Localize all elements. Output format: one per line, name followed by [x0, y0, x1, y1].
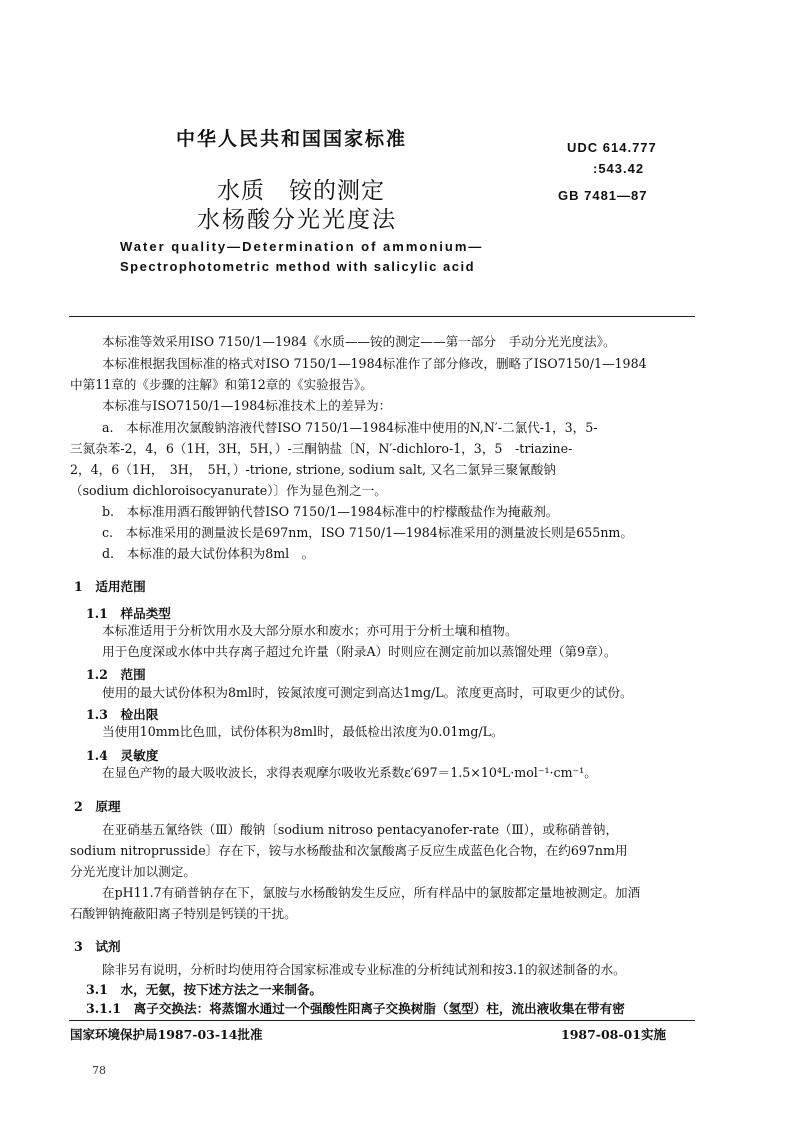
udc-code-line1: UDC 614.777: [567, 140, 657, 155]
difference-item-d: d. 本标准的最大试份体积为8ml 。: [102, 546, 315, 561]
body-paragraph: 本标准适用于分析饮用水及大部分原水和废水；亦可用于分析土壤和植物。: [102, 623, 518, 638]
document-title-line2: 水杨酸分光光度法: [197, 207, 397, 233]
approval-date: 国家环境保护局1987-03-14批准: [70, 1027, 263, 1042]
body-paragraph: 除非另有说明，分析时均使用符合国家标准或专业标准的分析纯试剂和按3.1的叙述制备的水。: [102, 962, 626, 977]
difference-item-a: 2，4，6（1H， 3H， 5H，）-trione, strione, sodium salt, 又名二氯异三聚氰酸钠: [70, 462, 556, 477]
preface-paragraph: 本标准等效采用ISO 7150/1—1984《水质——铵的测定——第一部分 手动分光光度法》。: [102, 334, 616, 349]
effective-date: 1987-08-01实施: [561, 1027, 666, 1042]
gb-standard-number: GB 7481—87: [558, 188, 648, 203]
body-paragraph: 用于色度深或水体中共存离子超过允许量（附录A）时则应在测定前加以蒸馏处理（第9章）。: [102, 644, 617, 659]
preface-paragraph: 中第11章的《步骤的注解》和第12章的《实验报告》。: [70, 377, 373, 392]
preface-paragraph: 本标准根据我国标准的格式对ISO 7150/1—1984标准作了部分修改，删略了ISO7150/1—1984: [102, 356, 647, 371]
section-heading: 3 试剂: [74, 939, 121, 954]
difference-item-a: （sodium dichloroisocyanurate）〕作为显色剂之一。: [70, 483, 387, 498]
preface-paragraph: 本标准与ISO7150/1—1984标准技术上的差异为：: [102, 398, 392, 413]
body-paragraph: 当使用10mm比色皿，试份体积为8ml时，最低检出浓度为0.01mg/L。: [102, 724, 504, 739]
difference-item-b: b. 本标准用酒石酸钾钠代替ISO 7150/1—1984标准中的柠檬酸盐作为掩蔽剂。: [102, 504, 559, 519]
issuing-organization: 中华人民共和国国家标准: [176, 128, 408, 150]
english-title-line2: Spectrophotometric method with salicylic acid: [120, 259, 476, 274]
english-title-line1: Water quality—Determination of ammonium—: [120, 239, 484, 254]
subsection-heading: 1.1 样品类型: [86, 606, 171, 621]
body-paragraph: 石酸钾钠掩蔽阳离子特别是钙镁的干扰。: [70, 906, 297, 921]
subsection-line: 3.1 水，无氨，按下述方法之一来制备。: [86, 982, 323, 997]
body-paragraph: 分光光度计加以测定。: [70, 864, 196, 879]
body-paragraph: sodium nitroprusside〕存在下，铵与水杨酸盐和次氯酸离子反应生成蓝色化合物，在约697nm用: [70, 843, 628, 858]
subsection-heading: 1.3 检出限: [86, 707, 159, 722]
difference-item-c: c. 本标准采用的测量波长是697nm，ISO 7150/1—1984标准采用的测量波长则是655nm。: [102, 525, 633, 540]
udc-code-line2: :543.42: [593, 161, 645, 176]
document-title-line1: 水质 铵的测定: [217, 178, 385, 204]
section-heading: 1 适用范围: [74, 579, 146, 594]
subsection-line: 3.1.1 离子交换法：将蒸馏水通过一个强酸性阳离子交换树脂（氢型）柱，流出液收集在带有密: [86, 1001, 625, 1016]
header-divider: [69, 316, 695, 317]
subsection-heading: 1.4 灵敏度: [86, 748, 159, 763]
body-paragraph: 在亚硝基五氰络铁（Ⅲ）酸钠〔sodium nitroso pentacyanofer-rate（Ⅲ），或称硝普钠，: [102, 822, 619, 837]
body-paragraph: 在显色产物的最大吸收波长，求得表观摩尔吸收光系数ε′697＝1.5×10⁴L·mol⁻¹·cm⁻¹。: [102, 765, 597, 780]
difference-item-a: 三氮杂苯-2，4，6（1H，3H，5H，）-三酮钠盐〔N，N′-dichloro-1，3，5 -triazine-: [70, 441, 573, 456]
difference-item-a: a. 本标准用次氯酸钠溶液代替ISO 7150/1—1984标准中使用的N,N′-二氯代-1，3，5-: [102, 420, 598, 435]
subsection-heading: 1.2 范围: [86, 667, 146, 682]
page-number: 78: [92, 1064, 106, 1077]
body-paragraph: 使用的最大试份体积为8ml时，铵氮浓度可测定到高达1mg/L。浓度更高时，可取更少的试份。: [102, 685, 633, 700]
body-paragraph: 在pH11.7有硝普钠存在下，氯胺与水杨酸钠发生反应，所有样品中的氯胺都定量地被测定。加酒: [102, 885, 641, 900]
section-heading: 2 原理: [74, 799, 121, 814]
footer-divider: [69, 1020, 695, 1021]
